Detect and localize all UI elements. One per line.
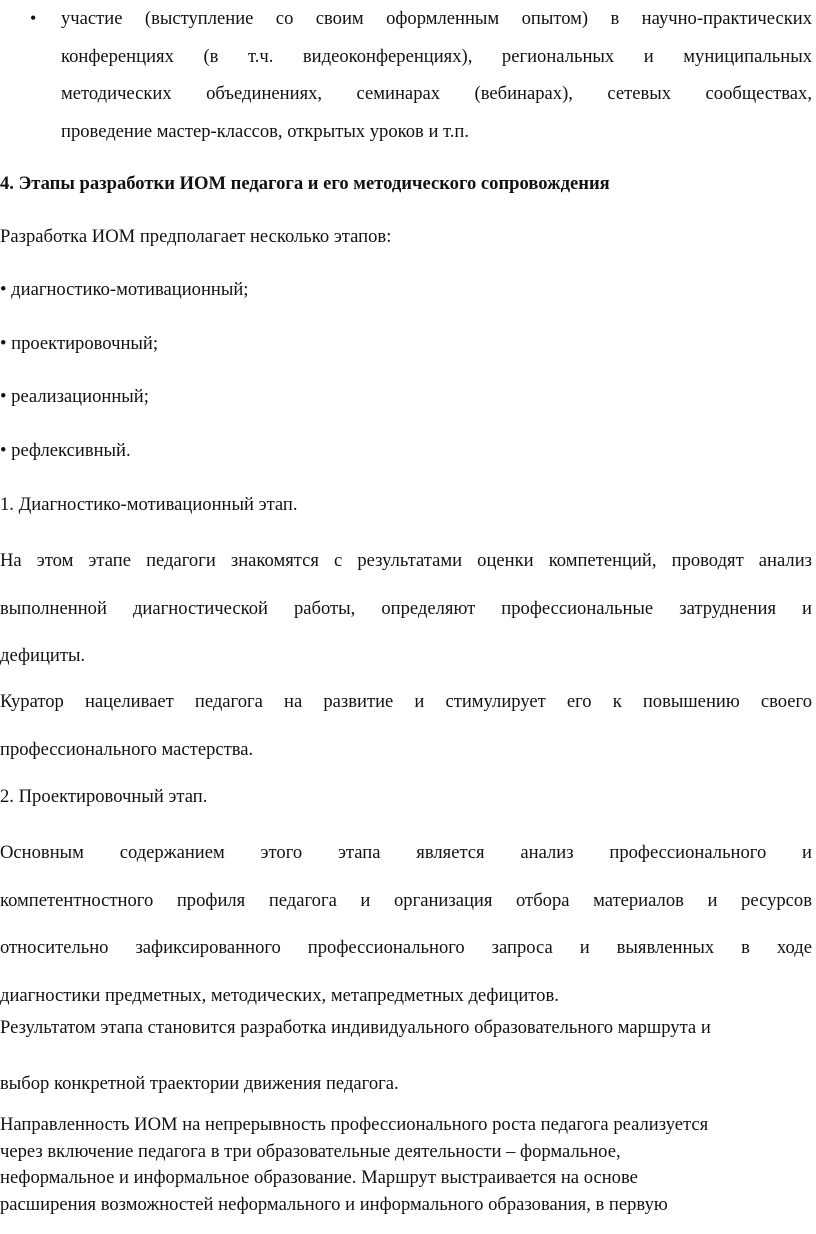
stage-list-item: • проектировочный; — [0, 333, 159, 354]
paragraph-line: компетентностного профиля педагога и организация отбора материалов и ресурсов — [0, 889, 812, 911]
paragraph-line: диагностики предметных, методических, метапредметных дефицитов. — [0, 984, 559, 1006]
paragraph-line: дефициты. — [0, 645, 86, 666]
intro-text: Разработка ИОМ предполагает несколько этапов: — [0, 226, 392, 247]
stage1-title: 1. Диагностико-мотивационный этап. — [0, 494, 298, 515]
final-paragraph — [0, 1112, 800, 1218]
paragraph-line: Направленность ИОМ на непрерывность профессионального роста педагога реализуется — [0, 1114, 709, 1135]
section-heading: 4. Этапы разработки ИОМ педагога и его методического сопровождения — [0, 173, 610, 194]
paragraph-line: неформальное и информальное образование. Маршрут выстраивается на основе — [0, 1167, 638, 1188]
bullet-line: методических объединениях, семинарах (вебинарах), сетевых сообществах, — [61, 83, 812, 105]
bullet-marker: • — [30, 8, 37, 28]
stage2-paragraph — [0, 829, 812, 1019]
stage-list-item: • рефлексивный. — [0, 440, 131, 461]
paragraph-line: относительно зафиксированного профессионального запроса и выявленных в ходе — [0, 937, 812, 958]
stage2-title: 2. Проектировочный этап. — [0, 786, 208, 807]
bullet-text — [61, 0, 812, 151]
paragraph-line: выбор конкретной траектории движения педагога. — [0, 1073, 399, 1094]
stage-list-item: • реализационный; — [0, 386, 149, 407]
paragraph-line: Куратор нацеливает педагога на развитие и стимулирует его к повышению своего — [0, 691, 812, 712]
bullet-item — [30, 0, 812, 151]
paragraph-line: На этом этапе педагоги знакомятся с результатами оценки компетенций, проводят анализ — [0, 550, 812, 571]
stage1-paragraph — [0, 537, 812, 680]
bullet-line: конференциях (в т.ч. видеоконференциях), региональных и муниципальных — [61, 45, 812, 67]
stage-list-item: • диагностико-мотивационный; — [0, 279, 249, 300]
paragraph-line: расширения возможностей неформального и информального образования, в первую — [0, 1193, 668, 1215]
paragraph-line: Результатом этапа становится разработка индивидуального образовательного маршрута и — [0, 1017, 711, 1038]
paragraph-line: через включение педагога в три образовательные деятельности – формальное, — [0, 1140, 621, 1162]
paragraph-line: Основным содержанием этого этапа является анализ профессионального и — [0, 842, 812, 863]
stage1-paragraph — [0, 678, 812, 773]
paragraph-line: профессионального мастерства. — [0, 738, 254, 760]
bullet-line: проведение мастер-классов, открытых уроков и т.п. — [61, 121, 470, 143]
paragraph-line: выполненной диагностической работы, определяют профессиональные затруднения и — [0, 597, 812, 619]
bullet-line: участие (выступление со своим оформленным опытом) в научно-практических — [61, 8, 812, 29]
stage2-paragraph — [0, 1000, 812, 1112]
